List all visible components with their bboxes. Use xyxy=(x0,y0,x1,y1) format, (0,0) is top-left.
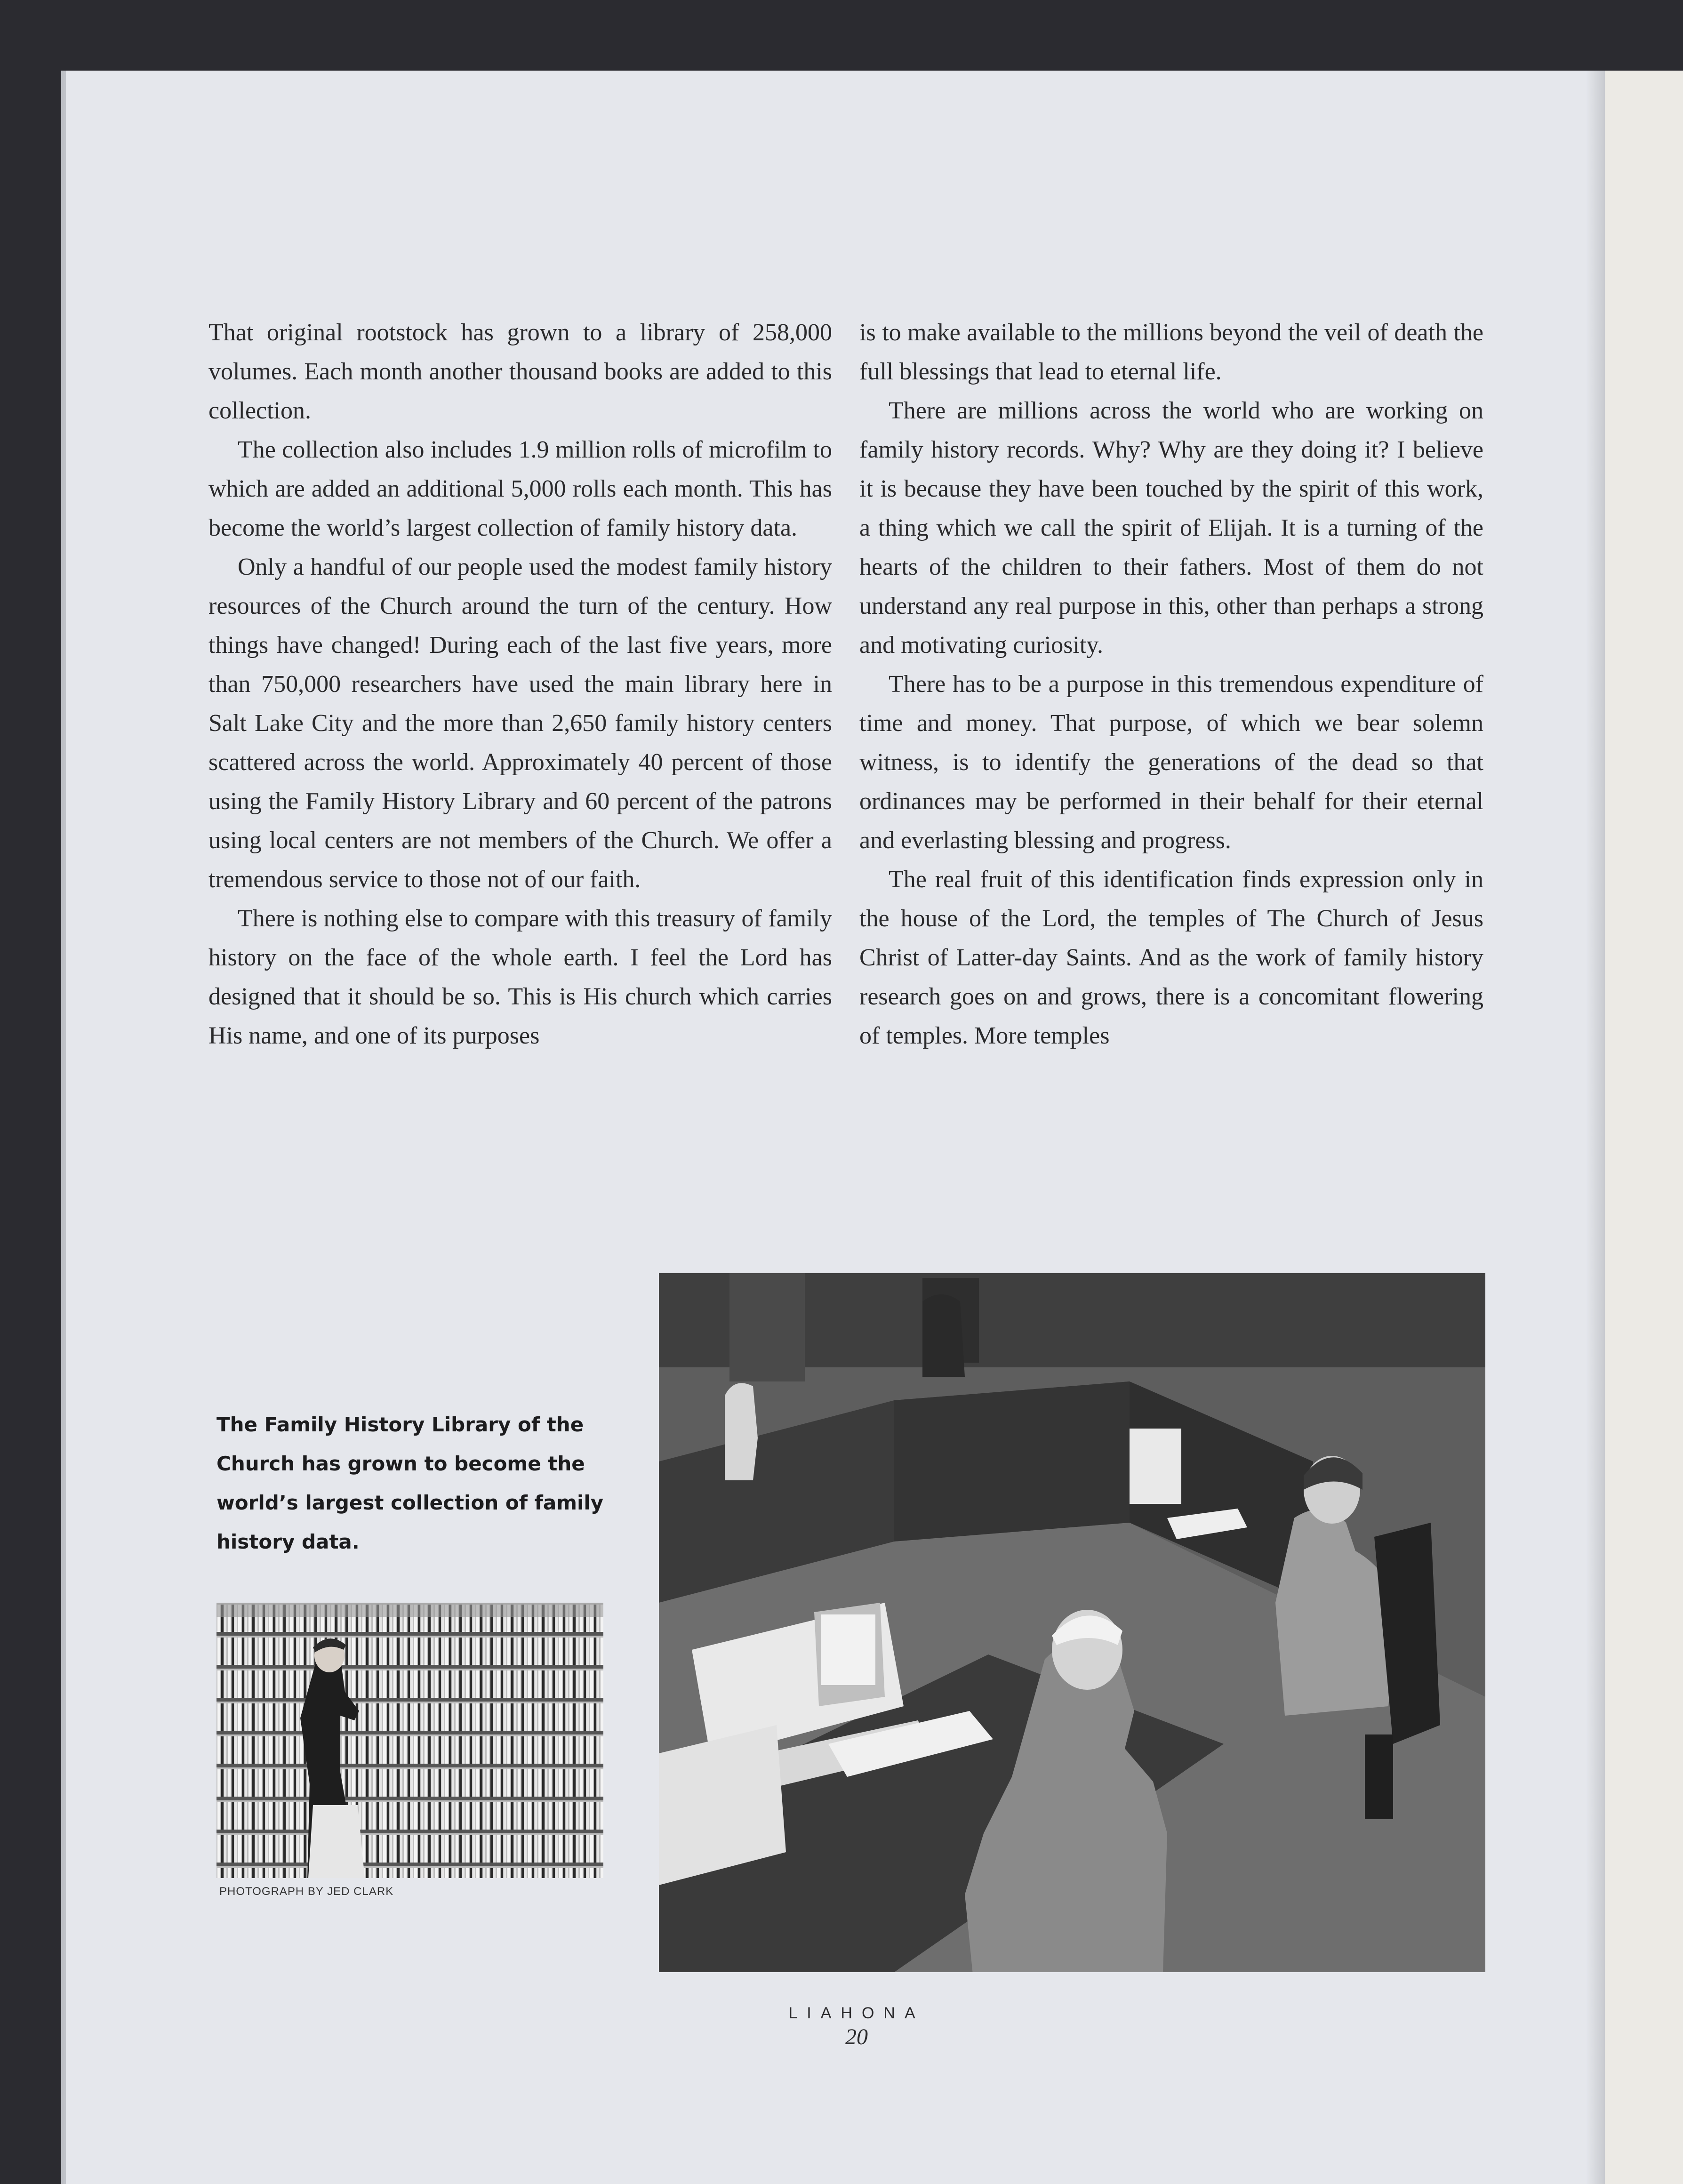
paragraph: Only a handful of our people used the modest family history resources of the Church around the turn of the century. How things have changed! During each of the last five years, more than 750,000 researchers have used the main library here in Salt Lake City and the more than 2,650 family history centers scattered across the world. Approximately 40 percent of those using the Family History Library and 60 percent of the patrons using local centers are not members of the Church. We offer a tremendous service to those not of our faith. xyxy=(208,554,832,893)
page-edge-right xyxy=(1586,71,1605,2184)
page-number: 20 xyxy=(845,2024,868,2049)
photo-caption: The Family History Library of the Church has grown to become the world’s largest collection of family history data. xyxy=(216,1413,604,1553)
paragraph: There is nothing else to compare with this treasury of family history on the face of the whole earth. I feel the Lord has designed that it should be so. This is His church which carries His name, and one of its purposes xyxy=(208,905,832,1049)
paragraph: There are millions across the world who are working on family history records. Why? Why are they doing it? I believe it is because they have been touched by the spirit of this work, a thing which we call the spirit of Elijah. It is a turning of the hearts of the children to their fathers. Most of them do not understand any real purpose in this, other than perhaps a strong and motivating curiosity. xyxy=(859,397,1483,658)
magazine-name: LIAHONA xyxy=(788,2004,925,2022)
article-column-left xyxy=(208,313,832,1055)
microfilm-shelves-photo xyxy=(216,1603,603,1878)
library-computer-room-photo xyxy=(659,1273,1485,1972)
paragraph: is to make available to the millions beyond the veil of death the full blessings that lead to eternal life. xyxy=(859,319,1483,385)
article-column-right xyxy=(859,313,1483,1055)
paragraph: There has to be a purpose in this tremendous expenditure of time and money. That purpose, of which we bear solemn witness, is to identify the generations of the dead so that ordinances may be performed in their behalf for their eternal and everlasting blessing and progress. xyxy=(859,671,1483,854)
next-page-edge xyxy=(1605,71,1683,2184)
paragraph: The real fruit of this identification finds expression only in the house of the Lord, the temples of The Church of Jesus Christ of Latter-day Saints. And as the work of family history research goes on and grows, there is a concomitant flowering of temples. More temples xyxy=(859,866,1483,1049)
paragraph: That original rootstock has grown to a library of 258,000 volumes. Each month another thousand books are added to this collection. xyxy=(208,319,832,424)
paragraph: The collection also includes 1.9 million rolls of microfilm to which are added an additional 5,000 rolls each month. This has become the world’s largest collection of family history data. xyxy=(208,436,832,541)
photo-credit: PHOTOGRAPH BY JED CLARK xyxy=(219,1885,394,1898)
